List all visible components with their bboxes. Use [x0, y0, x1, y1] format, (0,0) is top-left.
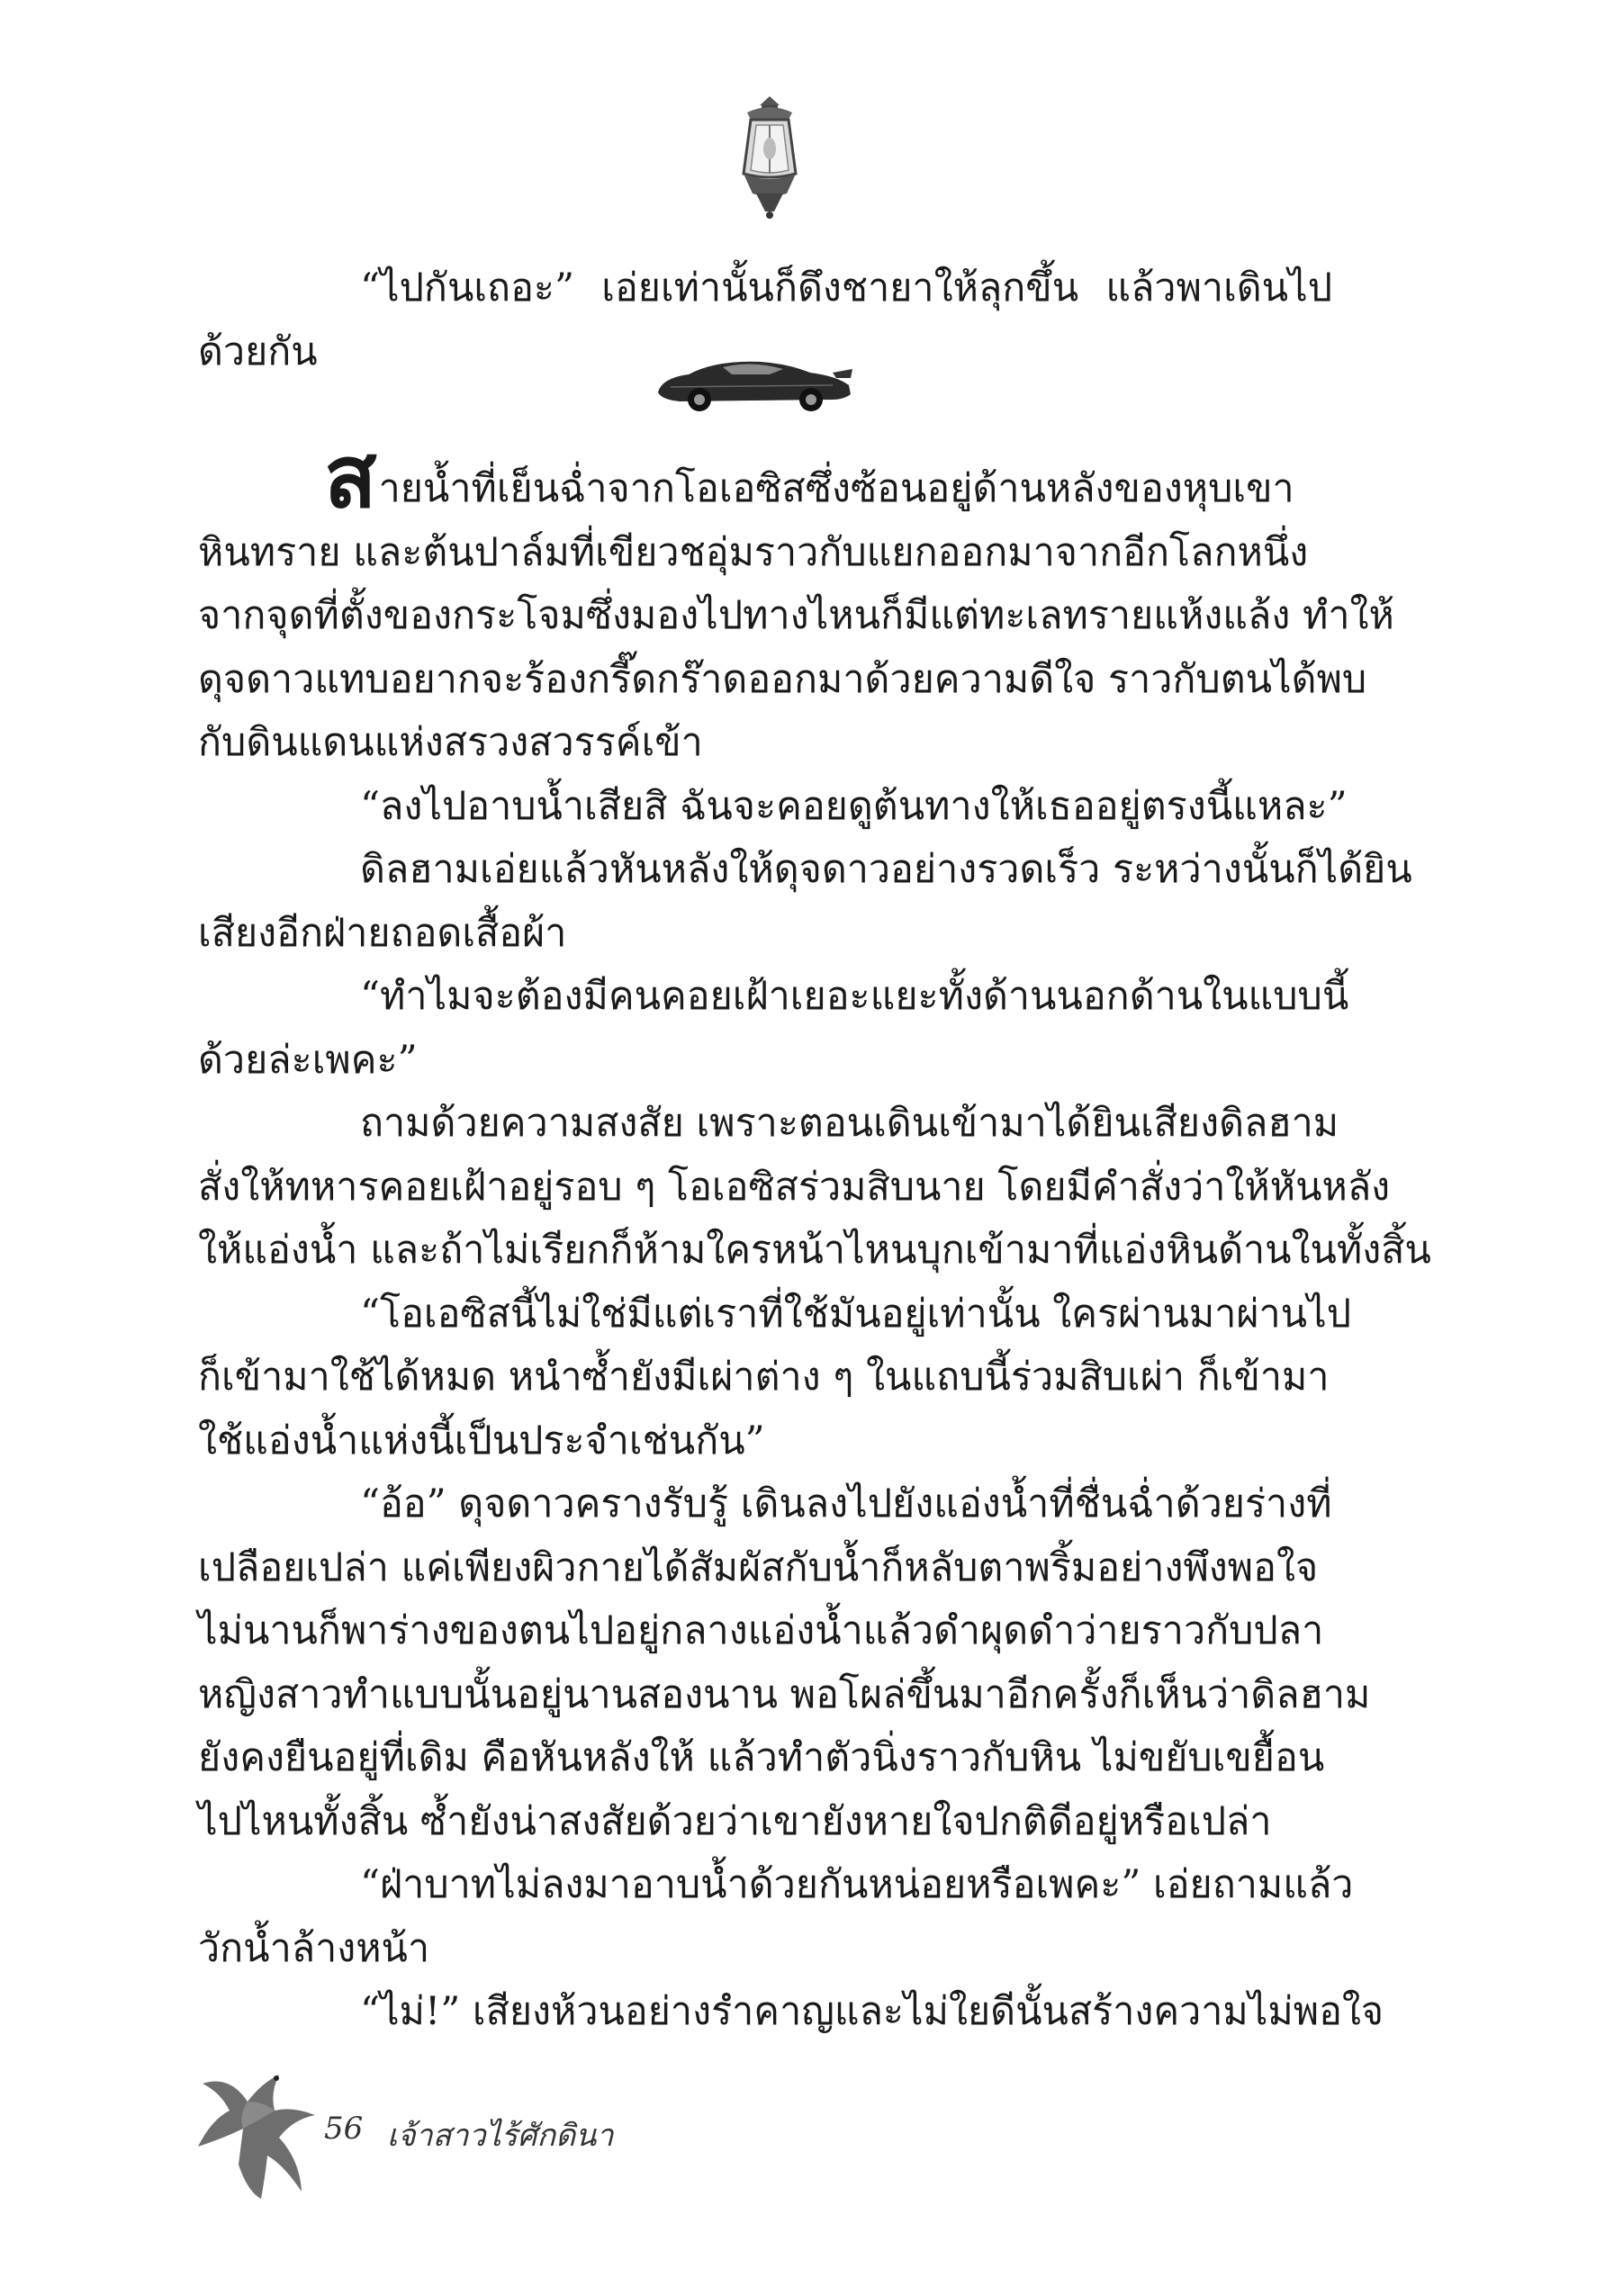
- drop-cap: ส: [324, 426, 377, 527]
- text-line: ดิลฮามเอ่ยแล้วหันหลังให้ดุจดาวอย่างรวดเร็ว ระหว่างนั้นก็ได้ยิน: [360, 847, 1412, 892]
- text-line: ด้วยล่ะเพคะ”: [198, 1037, 418, 1083]
- paragraph: [198, 1980, 1384, 2044]
- car-ornament-icon: [653, 351, 855, 414]
- text-line: ยังคงยืนอยู่ที่เดิม คือหันหลังให้ แล้วทำตัวนิ่งราวกับหิน ไม่ขยับเขยื้อน: [198, 1735, 1325, 1780]
- paragraph: [198, 1853, 1354, 1980]
- text-line: วักน้ำล้างหน้า: [198, 1925, 430, 1971]
- text-line-rest: ายน้ำที่เย็นฉ่ำจากโอเอซิสซึ่งซ้อนอยู่ด้านหลังของหุบเขา: [378, 466, 1294, 511]
- book-title: เจ้าสาวไร้ศักดินา: [387, 2118, 614, 2154]
- text-line: เสียงอีกฝ่ายถอดเสื้อผ้า: [198, 910, 567, 956]
- text-line: กับดินแดนแห่งสรวงสวรรค์เข้า: [198, 720, 703, 765]
- text-line: [198, 426, 1332, 527]
- text-line: ให้แอ่งน้ำ และถ้าไม่เรียกก็ห้ามใครหน้าไหนบุกเข้ามาที่แอ่งหินด้านในทั้งสิ้น: [198, 1228, 1431, 1273]
- text-line: ใช้แอ่งน้ำแห่งนี้เป็นประจำเช่นกัน”: [198, 1418, 765, 1463]
- text-line: “ไม่!” เสียงห้วนอย่างรำคาญและไม่ใยดีนั้นสร้างความไม่พอใจ: [360, 1989, 1384, 2034]
- paragraph: [198, 1283, 1351, 1473]
- text-line: “อ้อ” ดุจดาวครางรับรู้ เดินลงไปยังแอ่งน้ำที่ชื่นฉ่ำด้วยร่างที่: [360, 1481, 1332, 1526]
- text-line: เปลือยเปล่า แค่เพียงผิวกายได้สัมผัสกับน้ำก็หลับตาพริ้มอย่างพึงพอใจ: [198, 1544, 1319, 1590]
- paragraph: [198, 426, 1394, 775]
- paragraph: [198, 838, 1412, 965]
- text-line: “ทำไมจะต้องมีคนคอยเฝ้าเยอะแยะทั้งด้านนอกด้านในแบบนี้: [360, 974, 1349, 1019]
- text-line: ดุจดาวแทบอยากจะร้องกรี๊ดกร๊าดออกมาด้วยความดีใจ ราวกับตนได้พบ: [198, 656, 1367, 702]
- page-number: 56: [324, 2111, 364, 2147]
- text-line: หินทราย และต้นปาล์มที่เขียวชอุ่มราวกับแยกออกมาจากอีกโลกหนึ่ง: [198, 529, 1309, 575]
- text-line: “ฝ่าบาทไม่ลงมาอาบน้ำด้วยกันหน่อยหรือเพคะ” เอ่ยถามแล้ว: [360, 1862, 1354, 1907]
- paragraph: [198, 965, 1349, 1092]
- eagle-ornament-icon: [194, 2066, 320, 2201]
- opening-line: “ไปกันเถอะ” เอ่ยเท่านั้นก็ดึงชายาให้ลุกขึ้น แล้วพาเดินไปด้วยกัน: [198, 266, 1332, 374]
- text-line: “โอเอซิสนี้ไม่ใช่มีแต่เราที่ใช้มันอยู่เท่านั้น ใครผ่านมาผ่านไป: [360, 1291, 1351, 1337]
- text-line: จากจุดที่ตั้งของกระโจมซึ่งมองไปทางไหนก็มีแต่ทะเลทรายแห้งแล้ง ทำให้: [198, 593, 1394, 638]
- paragraph: [198, 775, 1348, 839]
- paragraph: [198, 1092, 1431, 1283]
- paragraph: [198, 1472, 1371, 1853]
- lantern-ornament-icon: [720, 95, 819, 221]
- main-text: [198, 426, 1431, 2044]
- text-line: สั่งให้ทหารคอยเฝ้าอยู่รอบ ๆ โอเอซิสร่วมสิบนาย โดยมีคำสั่งว่าให้หันหลัง: [198, 1164, 1391, 1210]
- text-line: หญิงสาวทำแบบนั้นอยู่นานสองนาน พอโผล่ขึ้นมาอีกครั้งก็เห็นว่าดิลฮาม: [198, 1671, 1371, 1717]
- page-footer: [194, 2066, 734, 2210]
- text-line: ไปไหนทั้งสิ้น ซ้ำยังน่าสงสัยด้วยว่าเขายังหายใจปกติดีอยู่หรือเปล่า: [198, 1798, 1272, 1844]
- text-line: ถามด้วยความสงสัย เพราะตอนเดินเข้ามาได้ยินเสียงดิลฮาม: [360, 1101, 1339, 1146]
- text-line: ไม่นานก็พาร่างของตนไปอยู่กลางแอ่งน้ำแล้วดำผุดดำว่ายราวกับปลา: [198, 1608, 1324, 1653]
- text-line: ก็เข้ามาใช้ได้หมด หนำซ้ำยังมีเผ่าต่าง ๆ ในแถบนี้ร่วมสิบเผ่า ก็เข้ามา: [198, 1355, 1330, 1400]
- text-line: “ลงไปอาบน้ำเสียสิ ฉันจะคอยดูต้นทางให้เธออยู่ตรงนี้แหละ”: [360, 783, 1348, 829]
